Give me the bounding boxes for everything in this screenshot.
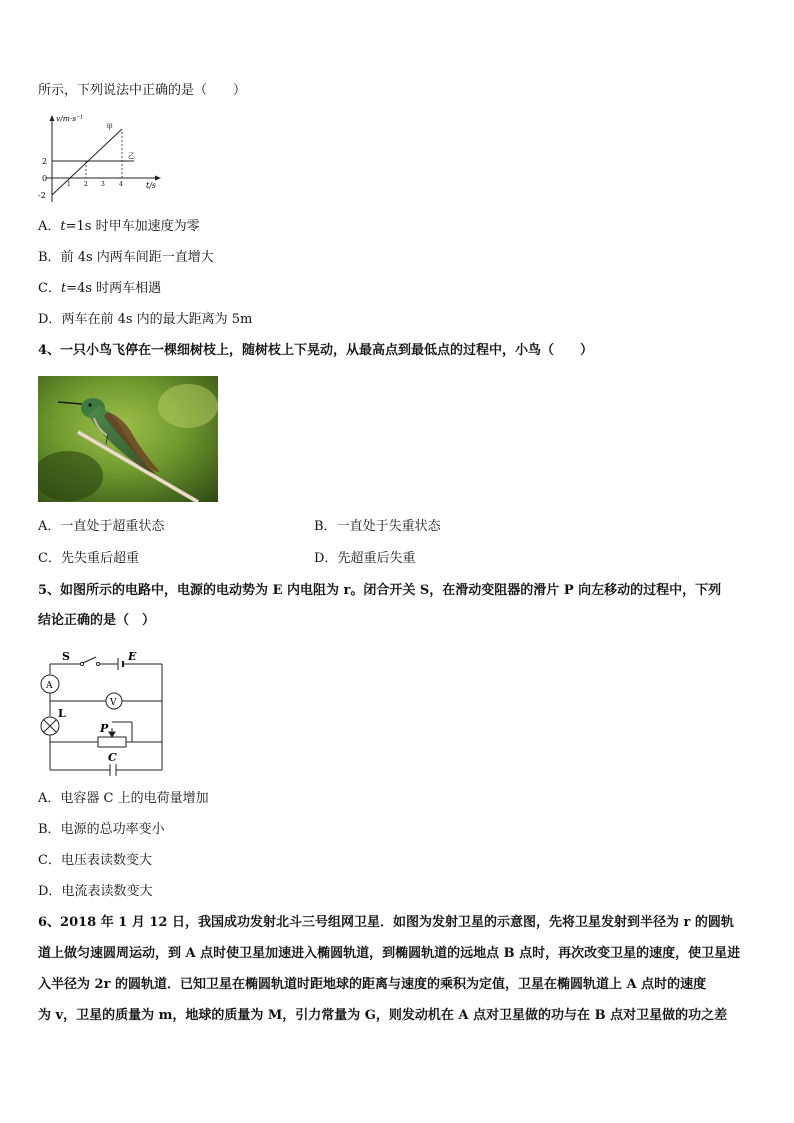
q3-graph-xlabel: t/s [146, 181, 157, 190]
q6-stem-line2: 道上做匀速圆周运动，到 A 点时使卫星加速进入椭圆轨道，到椭圆轨道的远地点 B 点时，再次改变卫星的速度，使卫星进 [38, 946, 741, 961]
option-letter: A． [38, 219, 61, 234]
q3-graph-label-yi: 乙 [128, 152, 135, 160]
option-text: 一直处于失重状态 [336, 519, 441, 534]
q3-option-a [38, 218, 200, 236]
option-text: 电压表读数变大 [60, 853, 152, 868]
q4-option-a [38, 518, 164, 536]
q5-option-d [38, 883, 152, 901]
option-letter: B． [314, 519, 337, 534]
q3-graph-ytick: 0 [42, 174, 48, 183]
option-text: =4s 时两车相遇 [66, 281, 162, 296]
q5-circuit-diagram [36, 644, 168, 776]
q6-stem-line4: 为 v，卫星的质量为 m，地球的质量为 M，引力常量为 G，则发动机在 A 点对卫星做的功与在 B 点对卫星做的功之差 [38, 1008, 728, 1023]
q3-graph-ylabel: v/m·s⁻¹ [56, 114, 84, 123]
option-text: 电流表读数变大 [61, 884, 153, 899]
q3-option-d [38, 311, 252, 329]
option-text: 电容器 C 上的电荷量增加 [60, 791, 209, 806]
q5-stem-line1: 5、如图所示的电路中，电源的电动势为 E 内电阻为 r。闭合开关 S，在滑动变阻器的滑片 P 向左移动的过程中，下列 [38, 583, 722, 598]
q3-option-b [38, 249, 214, 267]
option-text: 先失重后超重 [60, 551, 139, 566]
option-letter: D． [38, 312, 62, 327]
q3-graph-xtick: 1 [67, 181, 71, 188]
q4-option-d [314, 550, 415, 568]
circuit-label-p: P [100, 722, 109, 735]
option-text: 前 4s 内两车间距一直增大 [60, 250, 214, 265]
q5-option-c [38, 852, 152, 870]
option-letter: D． [314, 551, 338, 566]
option-italic: t [60, 281, 67, 296]
q3-graph-xtick: 2 [84, 181, 88, 188]
circuit-label-c: C [108, 751, 117, 764]
q3-graph-xtick: 4 [119, 181, 123, 188]
option-letter: C． [38, 281, 61, 296]
option-letter: C． [38, 853, 61, 868]
option-text: =1s 时甲车加速度为零 [65, 219, 200, 234]
circuit-label-l: L [58, 707, 66, 720]
q6-stem-line3: 入半径为 2r 的圆轨道．已知卫星在椭圆轨道时距地球的距离与速度的乘积为定值，卫星在椭圆轨道上 A 点时的速度 [38, 977, 707, 992]
option-letter: C． [38, 551, 61, 566]
option-letter: B． [38, 250, 61, 265]
q5-option-b [38, 821, 165, 839]
option-italic: t [60, 219, 66, 234]
option-letter: B． [38, 822, 61, 837]
circuit-label-v: V [110, 698, 117, 708]
q3-graph-label-jia: 甲 [106, 123, 113, 131]
q4-stem: 4、一只小鸟飞停在一棵细树枝上，随树枝上下晃动，从最高点到最低点的过程中，小鸟（ ） [38, 343, 594, 358]
q3-graph-xtick: 3 [101, 181, 105, 188]
option-text: 两车在前 4s 内的最大距离为 5m [61, 312, 253, 327]
q4-bird-photo [38, 376, 218, 502]
q3-graph-ytick: -2 [38, 191, 46, 200]
circuit-label-e: E [128, 650, 137, 663]
option-text: 先超重后失重 [337, 551, 416, 566]
option-text: 电源的总功率变小 [60, 822, 165, 837]
q3-graph-ytick: 2 [42, 157, 48, 166]
q6-stem-line1: 6、2018 年 1 月 12 日，我国成功发射北斗三号组网卫星．如图为发射卫星的示意图，先将卫星发射到半径为 r 的圆轨 [38, 915, 734, 930]
q3-option-c [38, 280, 161, 298]
q3-stem: 所示，下列说法中正确的是（ ） [38, 83, 247, 98]
option-text: 一直处于超重状态 [60, 519, 165, 534]
circuit-label-s: S [62, 650, 70, 663]
circuit-label-a: A [46, 681, 53, 691]
option-letter: A． [38, 519, 61, 534]
q5-stem-line2: 结论正确的是（ ） [38, 613, 156, 628]
q4-option-b [314, 518, 441, 536]
option-letter: A． [38, 791, 61, 806]
q3-vt-graph [36, 112, 166, 204]
q4-option-c [38, 550, 139, 568]
option-letter: D． [38, 884, 62, 899]
q5-option-a [38, 790, 209, 808]
